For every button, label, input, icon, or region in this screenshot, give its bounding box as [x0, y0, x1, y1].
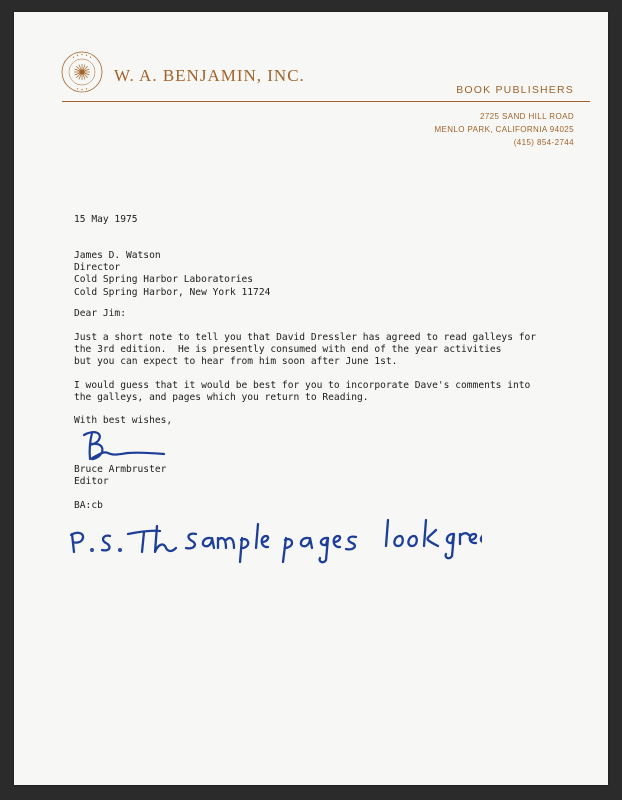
address-line: 2725 SAND HILL ROAD: [479, 112, 574, 121]
signer-title: Editor: [74, 476, 109, 488]
body-line: the galleys, and pages which you return to Reading.: [74, 392, 369, 404]
recipient-title: Director: [74, 262, 121, 274]
body-line: I would guess that it would be best for you to incorporate Dave's comments into: [74, 380, 531, 391]
salutation: Dear Jim:: [74, 308, 126, 319]
company-tagline: BOOK PUBLISHERS: [456, 84, 574, 96]
handwritten-postscript: [62, 500, 482, 570]
recipient-organization: Cold Spring Harbor Laboratories: [74, 274, 254, 286]
closing: With best wishes,: [74, 415, 173, 426]
signer-block: [74, 464, 166, 488]
recipient-name: James D. Watson: [74, 250, 161, 261]
handwritten-signature: [80, 427, 170, 467]
letterhead-divider: [62, 101, 590, 102]
typist-initials: BA:cb: [74, 500, 103, 511]
company-address: [434, 110, 574, 149]
recipient-address: Cold Spring Harbor, New York 11724: [74, 286, 271, 298]
body-paragraph-2: [74, 380, 530, 404]
body-paragraph-1: [74, 332, 536, 369]
publisher-seal-icon: [60, 50, 104, 94]
body-line: the 3rd edition. He is presently consumed with end of the year activities: [74, 344, 502, 356]
letter-date: 15 May 1975: [74, 214, 138, 225]
address-line: MENLO PARK, CALIFORNIA 94025: [434, 125, 574, 134]
body-line: Just a short note to tell you that David Dressler has agreed to read galleys for: [74, 332, 537, 343]
company-name: W. A. BENJAMIN, INC.: [114, 66, 305, 85]
address-phone: (415) 854-2744: [513, 138, 574, 147]
signer-name: Bruce Armbruster: [74, 464, 167, 475]
recipient-block: [74, 250, 270, 299]
body-line: but you can expect to hear from him soon after June 1st.: [74, 356, 398, 368]
letter-page: [14, 12, 608, 785]
